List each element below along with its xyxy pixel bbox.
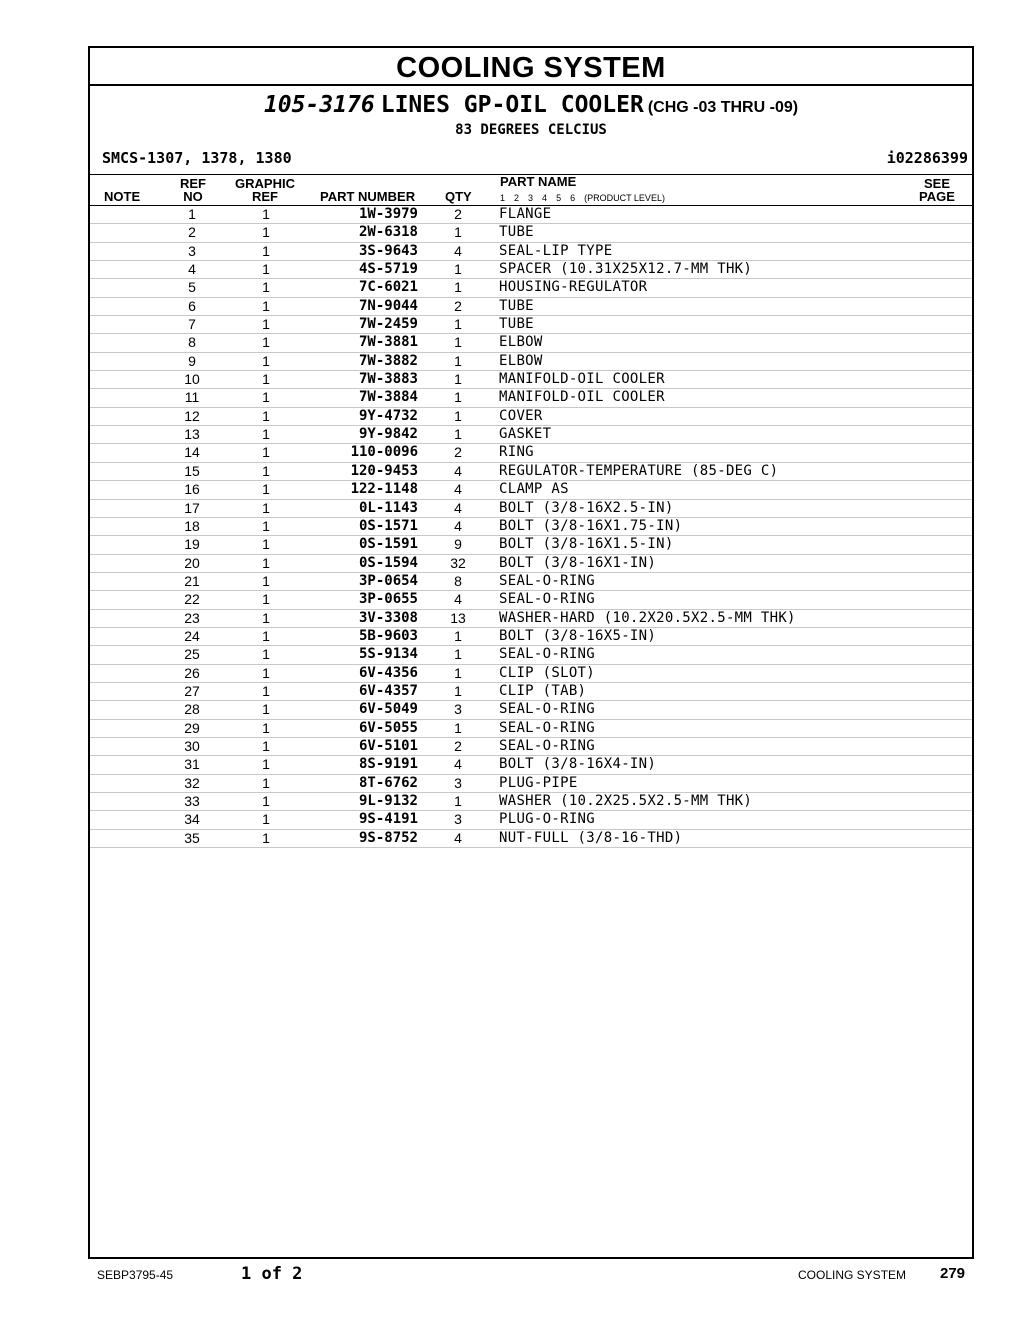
graphic-ref: 1 — [262, 811, 270, 828]
part-number: 6V-4356 — [358, 664, 418, 681]
graphic-ref: 1 — [262, 793, 270, 809]
part-number: 122-1148 — [350, 481, 418, 498]
level-6: 6 — [570, 193, 576, 203]
quantity: 4 — [454, 242, 462, 259]
table-row — [90, 426, 972, 444]
table-row — [90, 701, 972, 719]
part-name: SEAL-O-RING — [499, 719, 596, 736]
part-number: 9Y-9842 — [358, 426, 418, 443]
table-row — [90, 316, 972, 334]
quantity: 1 — [454, 316, 462, 333]
part-name: BOLT (3/8-16X1.5-IN) — [499, 536, 674, 553]
quantity: 8 — [454, 572, 462, 589]
ref-no: 10 — [184, 371, 200, 388]
table-row — [90, 738, 972, 756]
table-row — [90, 775, 972, 793]
header-ref-line1: REF — [180, 176, 206, 191]
part-number: 9L-9132 — [358, 793, 418, 809]
quantity: 4 — [454, 829, 462, 846]
ref-no: 35 — [184, 829, 200, 846]
part-number: 6V-5055 — [358, 719, 418, 736]
quantity: 1 — [454, 793, 462, 809]
ref-no: 3 — [188, 242, 196, 259]
graphic-ref: 1 — [262, 206, 270, 222]
part-name: BOLT (3/8-16X1-IN) — [499, 554, 657, 571]
footer-page-of: 1 of 2 — [241, 1264, 303, 1284]
ref-no: 19 — [184, 536, 200, 553]
part-name: SEAL-O-RING — [499, 701, 596, 718]
part-name: PLUG-O-RING — [499, 811, 596, 828]
part-number: 7C-6021 — [358, 279, 418, 296]
ref-no: 33 — [184, 793, 200, 809]
table-row — [90, 591, 972, 609]
ref-no: 26 — [184, 664, 200, 681]
part-number: 0S-1594 — [358, 554, 418, 571]
quantity: 9 — [454, 536, 462, 553]
part-number: 3S-9643 — [358, 242, 418, 259]
part-number: 9Y-4732 — [358, 407, 418, 424]
quantity: 2 — [454, 206, 462, 222]
quantity: 3 — [454, 774, 462, 791]
graphic-ref: 1 — [262, 719, 270, 736]
header-graphic-line2: REF — [252, 189, 278, 204]
ref-no: 24 — [184, 627, 200, 644]
quantity: 1 — [454, 279, 462, 296]
table-row — [90, 298, 972, 316]
graphic-ref: 1 — [262, 756, 270, 773]
graphic-ref: 1 — [262, 371, 270, 388]
quantity: 3 — [454, 701, 462, 718]
table-row — [90, 555, 972, 573]
part-name: MANIFOLD-OIL COOLER — [499, 389, 665, 406]
graphic-ref: 1 — [262, 261, 270, 278]
ref-no: 22 — [184, 591, 200, 608]
part-number: 1W-3979 — [358, 206, 418, 222]
part-name: CLIP (TAB) — [499, 682, 587, 699]
quantity: 1 — [454, 352, 462, 369]
table-row — [90, 206, 972, 224]
ref-no: 6 — [188, 297, 196, 314]
level-4: 4 — [542, 193, 548, 203]
part-name: PLUG-PIPE — [499, 774, 578, 791]
table-row — [90, 481, 972, 499]
part-name: NUT-FULL (3/8-16-THD) — [499, 829, 683, 846]
header-ref-no — [178, 177, 208, 203]
graphic-ref: 1 — [262, 774, 270, 791]
ref-no: 7 — [188, 316, 196, 333]
part-number: 6V-5049 — [358, 701, 418, 718]
part-number: 7W-2459 — [358, 316, 418, 333]
quantity: 1 — [454, 407, 462, 424]
footer-section: COOLING SYSTEM — [798, 1268, 907, 1282]
part-number: 5S-9134 — [358, 646, 418, 663]
level-3: 3 — [528, 193, 534, 203]
ref-no: 21 — [184, 572, 200, 589]
quantity: 4 — [454, 481, 462, 498]
level-2: 2 — [514, 193, 520, 203]
quantity: 4 — [454, 591, 462, 608]
ref-no: 32 — [184, 774, 200, 791]
ref-no: 30 — [184, 737, 200, 754]
part-number: 7N-9044 — [358, 297, 418, 314]
part-number: 8S-9191 — [358, 756, 418, 773]
table-row — [90, 261, 972, 279]
table-row — [90, 830, 972, 848]
part-name: MANIFOLD-OIL COOLER — [499, 371, 665, 388]
quantity: 4 — [454, 499, 462, 516]
graphic-ref: 1 — [262, 737, 270, 754]
quantity: 2 — [454, 737, 462, 754]
header-ref-line2: NO — [183, 189, 203, 204]
part-number: 0L-1143 — [358, 499, 418, 516]
part-name: SEAL-LIP TYPE — [499, 242, 613, 259]
graphic-ref: 1 — [262, 536, 270, 553]
part-name: GASKET — [499, 426, 552, 443]
header-part-name: PART NAME — [500, 174, 577, 189]
ref-no: 9 — [188, 352, 196, 369]
part-name: CLIP (SLOT) — [499, 664, 596, 681]
table-row — [90, 334, 972, 352]
quantity: 1 — [454, 682, 462, 699]
part-number: 2W-6318 — [358, 224, 418, 241]
quantity: 4 — [454, 462, 462, 479]
table-row — [90, 463, 972, 481]
header-see-line1: SEE — [923, 176, 950, 191]
part-name: COVER — [499, 407, 543, 424]
ref-no: 8 — [188, 334, 196, 351]
part-name: SEAL-O-RING — [499, 572, 596, 589]
table-row — [90, 408, 972, 426]
part-name: RING — [499, 444, 534, 461]
quantity: 1 — [454, 261, 462, 278]
graphic-ref: 1 — [262, 444, 270, 461]
parts-table — [90, 206, 972, 848]
header-qty: QTY — [445, 189, 472, 204]
quantity: 13 — [450, 609, 466, 626]
graphic-ref: 1 — [262, 627, 270, 644]
table-row — [90, 646, 972, 664]
part-number: 8T-6762 — [358, 774, 418, 791]
levels-label: (PRODUCT LEVEL) — [584, 193, 665, 203]
part-number: 0S-1571 — [358, 517, 418, 534]
ref-no: 27 — [184, 682, 200, 699]
graphic-ref: 1 — [262, 701, 270, 718]
table-row — [90, 683, 972, 701]
table-row — [90, 389, 972, 407]
level-1: 1 — [500, 193, 506, 203]
part-name: TUBE — [499, 297, 534, 314]
part-name: FLANGE — [499, 206, 552, 222]
graphic-ref: 1 — [262, 279, 270, 296]
header-see-page — [916, 177, 958, 203]
part-name: ELBOW — [499, 352, 543, 369]
table-row — [90, 353, 972, 371]
ref-no: 14 — [184, 444, 200, 461]
graphic-ref: 1 — [262, 242, 270, 259]
quantity: 32 — [450, 554, 466, 571]
part-number: 6V-4357 — [358, 682, 418, 699]
quantity: 2 — [454, 444, 462, 461]
header-part-number: PART NUMBER — [320, 189, 416, 204]
part-number: 0S-1591 — [358, 536, 418, 553]
graphic-ref: 1 — [262, 316, 270, 333]
ref-no: 1 — [188, 206, 196, 222]
quantity: 1 — [454, 719, 462, 736]
graphic-ref: 1 — [262, 426, 270, 443]
header-note: NOTE — [104, 189, 141, 204]
ref-no: 28 — [184, 701, 200, 718]
quantity: 3 — [454, 811, 462, 828]
part-name: SEAL-O-RING — [499, 591, 596, 608]
group-title — [90, 92, 972, 118]
table-row — [90, 371, 972, 389]
table-row — [90, 811, 972, 829]
table-row — [90, 720, 972, 738]
table-row — [90, 279, 972, 297]
quantity: 1 — [454, 371, 462, 388]
part-name: SEAL-O-RING — [499, 646, 596, 663]
graphic-ref: 1 — [262, 462, 270, 479]
table-row — [90, 518, 972, 536]
ref-no: 17 — [184, 499, 200, 516]
group-name: LINES GP-OIL COOLER — [380, 92, 644, 118]
part-name: HOUSING-REGULATOR — [499, 279, 648, 296]
group-number: 105-3176 — [263, 92, 375, 118]
quantity: 4 — [454, 756, 462, 773]
table-row — [90, 610, 972, 628]
part-name: SPACER (10.31X25X12.7-MM THK) — [499, 261, 753, 278]
part-number: 110-0096 — [350, 444, 418, 461]
page-frame — [88, 46, 974, 1259]
table-row — [90, 573, 972, 591]
part-name: CLAMP AS — [499, 481, 569, 498]
illustration-id: i02286399 — [886, 149, 968, 167]
graphic-ref: 1 — [262, 407, 270, 424]
part-name: REGULATOR-TEMPERATURE (85-DEG C) — [499, 462, 779, 479]
table-row — [90, 536, 972, 554]
quantity: 1 — [454, 627, 462, 644]
graphic-ref: 1 — [262, 646, 270, 663]
table-row — [90, 793, 972, 811]
graphic-ref: 1 — [262, 682, 270, 699]
quantity: 1 — [454, 224, 462, 241]
table-row — [90, 665, 972, 683]
ref-no: 31 — [184, 756, 200, 773]
quantity: 1 — [454, 664, 462, 681]
ref-no: 23 — [184, 609, 200, 626]
header-product-levels — [500, 193, 674, 203]
graphic-ref: 1 — [262, 499, 270, 516]
table-row — [90, 243, 972, 261]
part-number: 9S-8752 — [358, 829, 418, 846]
group-note: 83 DEGREES CELCIUS — [455, 122, 607, 138]
table-row — [90, 628, 972, 646]
ref-no: 20 — [184, 554, 200, 571]
graphic-ref: 1 — [262, 664, 270, 681]
ref-no: 11 — [184, 389, 200, 406]
graphic-ref: 1 — [262, 554, 270, 571]
part-name: TUBE — [499, 224, 534, 241]
part-name: SEAL-O-RING — [499, 737, 596, 754]
graphic-ref: 1 — [262, 389, 270, 406]
ref-no: 4 — [188, 261, 196, 278]
graphic-ref: 1 — [262, 224, 270, 241]
ref-no: 34 — [184, 811, 200, 828]
part-number: 4S-5719 — [358, 261, 418, 278]
part-number: 5B-9603 — [358, 627, 418, 644]
graphic-ref: 1 — [262, 609, 270, 626]
part-number: 120-9453 — [350, 462, 418, 479]
part-number: 7W-3881 — [358, 334, 418, 351]
part-number: 3V-3308 — [358, 609, 418, 626]
quantity: 1 — [454, 646, 462, 663]
ref-no: 16 — [184, 481, 200, 498]
footer-doc-number: SEBP3795-45 — [97, 1268, 174, 1282]
quantity: 1 — [454, 389, 462, 406]
ref-no: 2 — [188, 224, 196, 241]
part-name: BOLT (3/8-16X5-IN) — [499, 627, 657, 644]
smcs-codes: SMCS-1307, 1378, 1380 — [102, 149, 292, 167]
group-change-range: (CHG -03 THRU -09) — [647, 99, 799, 116]
graphic-ref: 1 — [262, 517, 270, 534]
graphic-ref: 1 — [262, 481, 270, 498]
ref-no: 12 — [184, 407, 200, 424]
section-title: COOLING SYSTEM — [90, 48, 972, 86]
graphic-ref: 1 — [262, 352, 270, 369]
part-name: TUBE — [499, 316, 534, 333]
part-name: BOLT (3/8-16X1.75-IN) — [499, 517, 683, 534]
header-see-line2: PAGE — [919, 189, 955, 204]
part-name: WASHER (10.2X25.5X2.5-MM THK) — [499, 793, 753, 809]
level-5: 5 — [556, 193, 562, 203]
ref-no: 13 — [184, 426, 200, 443]
header-graphic-ref — [232, 177, 298, 203]
quantity: 1 — [454, 334, 462, 351]
quantity: 2 — [454, 297, 462, 314]
part-name: BOLT (3/8-16X2.5-IN) — [499, 499, 674, 516]
part-number: 7W-3883 — [358, 371, 418, 388]
graphic-ref: 1 — [262, 572, 270, 589]
table-row — [90, 224, 972, 242]
graphic-ref: 1 — [262, 829, 270, 846]
graphic-ref: 1 — [262, 591, 270, 608]
footer-page-number: 279 — [940, 1265, 966, 1282]
table-row — [90, 756, 972, 774]
part-number: 3P-0655 — [358, 591, 418, 608]
ref-no: 18 — [184, 517, 200, 534]
part-name: ELBOW — [499, 334, 543, 351]
part-number: 9S-4191 — [358, 811, 418, 828]
ref-no: 5 — [188, 279, 196, 296]
table-row — [90, 444, 972, 462]
part-number: 7W-3882 — [358, 352, 418, 369]
ref-no: 29 — [184, 719, 200, 736]
ref-no: 25 — [184, 646, 200, 663]
part-number: 3P-0654 — [358, 572, 418, 589]
part-number: 7W-3884 — [358, 389, 418, 406]
part-name: BOLT (3/8-16X4-IN) — [499, 756, 657, 773]
graphic-ref: 1 — [262, 297, 270, 314]
ref-no: 15 — [184, 462, 200, 479]
graphic-ref: 1 — [262, 334, 270, 351]
table-row — [90, 500, 972, 518]
quantity: 1 — [454, 426, 462, 443]
quantity: 4 — [454, 517, 462, 534]
part-name: WASHER-HARD (10.2X20.5X2.5-MM THK) — [499, 609, 796, 626]
part-number: 6V-5101 — [358, 737, 418, 754]
header-graphic-line1: GRAPHIC — [235, 176, 295, 191]
